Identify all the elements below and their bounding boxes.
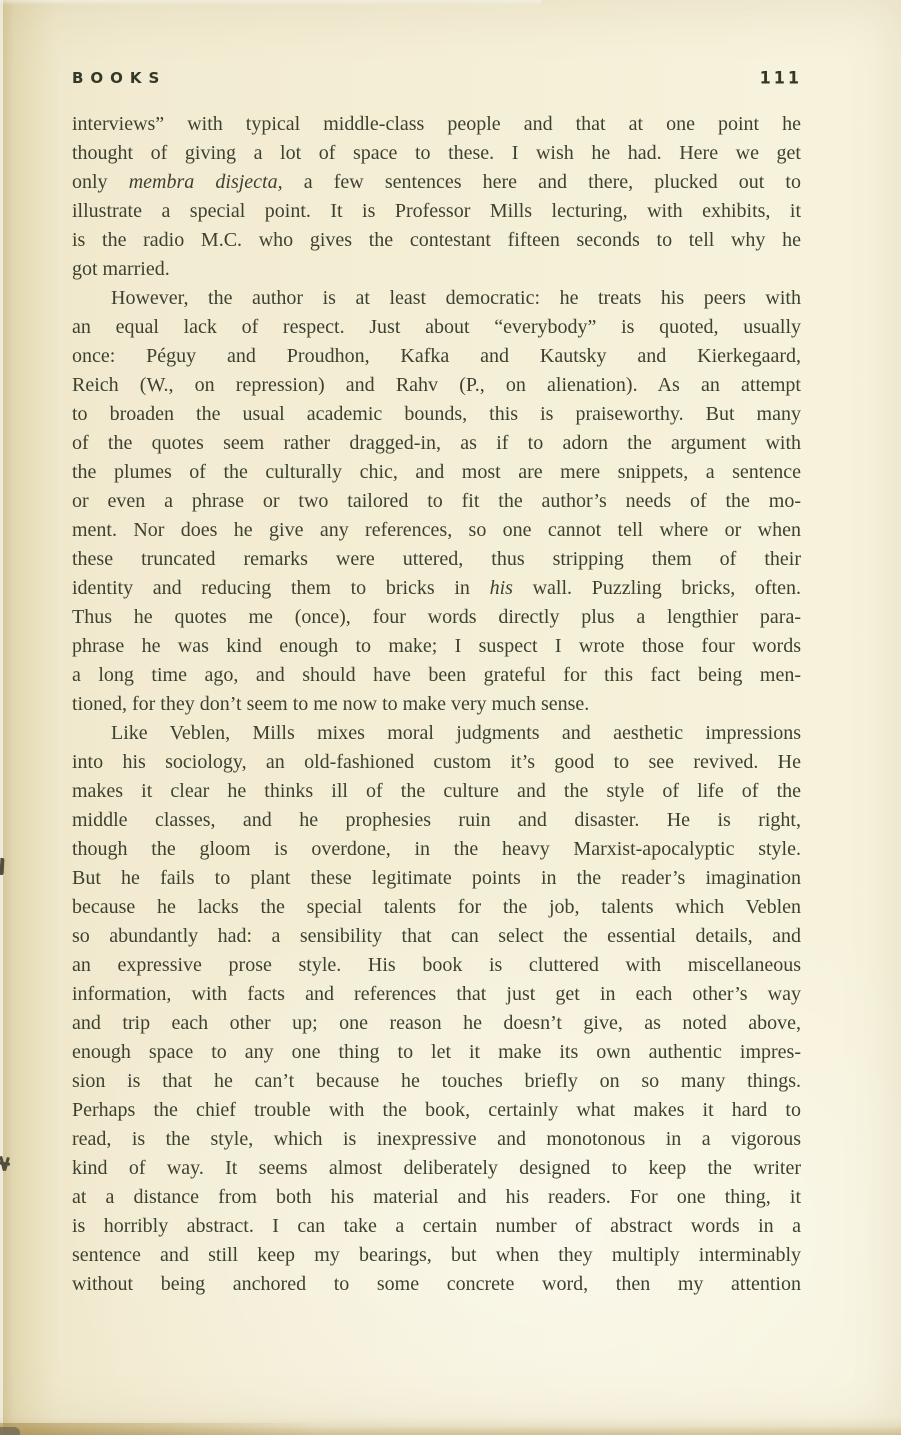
text-line: [72, 1009, 801, 1038]
text-segment: tioned, for they don’t seem to me now to make very much sense.: [72, 693, 590, 715]
text-line: [72, 429, 801, 458]
scan-scribble-mark: [0, 1155, 11, 1173]
text-segment: read, is the style, which is inexpressive and monotonous in a vigorous: [72, 1128, 801, 1150]
paragraph: [72, 719, 801, 1299]
text-segment: Thus he quotes me (once), four words directly plus a lengthier para-: [72, 606, 801, 628]
text-segment: only: [72, 171, 129, 193]
text-segment: is the radio M.C. who gives the contestant fifteen seconds to tell why he: [72, 229, 801, 251]
text-line: [72, 603, 801, 632]
text-line: [72, 487, 801, 516]
text-segment: got married.: [72, 258, 170, 280]
paragraph: [72, 110, 801, 284]
text-segment: an expressive prose style. His book is cluttered with miscellaneous: [72, 954, 801, 976]
text-segment: However, the author is at least democratic: he treats his peers with: [111, 287, 801, 309]
text-segment: identity and reducing them to bricks in: [72, 577, 490, 599]
text-segment: phrase he was kind enough to make; I suspect I wrote those four words: [72, 635, 801, 657]
text-segment: kind of way. It seems almost deliberately designed to keep the writer: [72, 1157, 801, 1179]
text-line: [72, 632, 801, 661]
text-segment: wall. Puzzling bricks, often.: [512, 577, 801, 599]
text-line: [72, 371, 801, 400]
text-segment: the plumes of the culturally chic, and most are mere snippets, a sentence: [72, 461, 801, 483]
text-segment: information, with facts and references that just get in each other’s way: [72, 983, 801, 1005]
page-number: 111: [759, 67, 802, 88]
running-head: [72, 68, 802, 90]
text-line: [72, 719, 801, 748]
scan-tick-mark: [0, 858, 4, 875]
text-line: [72, 516, 801, 545]
scan-gold-bottom-left: [0, 1423, 320, 1435]
text-line: [72, 1067, 801, 1096]
text-line: [72, 110, 801, 139]
text-line: [72, 1183, 801, 1212]
text-line: [72, 864, 801, 893]
text-line: [72, 748, 801, 777]
text-segment: these truncated remarks were uttered, thus stripping them of their: [72, 548, 801, 570]
body-text-block: [72, 110, 801, 1299]
text-segment: Reich (W., on repression) and Rahv (P., on alienation). As an attempt: [72, 374, 801, 396]
paragraph: [72, 284, 801, 719]
text-segment: illustrate a special point. It is Professor Mills lecturing, with exhibits, it: [72, 200, 801, 222]
text-segment: a long time ago, and should have been grateful for this fact being men-: [72, 664, 801, 686]
text-line: [72, 1096, 801, 1125]
text-segment: at a distance from both his material and his readers. For one thing, it: [72, 1186, 801, 1208]
text-line: [72, 951, 801, 980]
text-line: [72, 342, 801, 371]
text-line: [72, 661, 801, 690]
text-line: [72, 574, 801, 603]
text-segment: Perhaps the chief trouble with the book, certainly what makes it hard to: [72, 1099, 801, 1121]
text-line: [72, 168, 801, 197]
text-line: [72, 835, 801, 864]
text-segment: interviews” with typical middle-class people and that at one point he: [72, 113, 801, 135]
text-line: [72, 1212, 801, 1241]
text-line: [72, 777, 801, 806]
text-line: [72, 1125, 801, 1154]
text-line: [72, 806, 801, 835]
text-line: [72, 545, 801, 574]
text-segment: sentence and still keep my bearings, but when they multiply interminably: [72, 1244, 801, 1266]
text-segment: makes it clear he thinks ill of the culture and the style of life of the: [72, 780, 801, 802]
text-line: [72, 139, 801, 168]
text-segment: an equal lack of respect. Just about “everybody” is quoted, usually: [72, 316, 801, 338]
text-segment: a few sentences here and there, plucked out to: [282, 171, 801, 193]
text-line: [72, 1038, 801, 1067]
text-line: [72, 284, 801, 313]
text-segment: sion is that he can’t because he touches briefly on so many things.: [72, 1070, 801, 1092]
text-line: [72, 400, 801, 429]
text-line: [72, 1154, 801, 1183]
text-segment: Like Veblen, Mills mixes moral judgments and aesthetic impressions: [111, 722, 801, 744]
text-line: [72, 980, 801, 1009]
text-segment: and trip each other up; one reason he doesn’t give, as noted above,: [72, 1012, 801, 1034]
text-segment: without being anchored to some concrete word, then my attention: [72, 1273, 801, 1295]
text-line: [72, 893, 801, 922]
text-line: [72, 458, 801, 487]
text-line: [72, 1241, 801, 1270]
text-segment: into his sociology, an old-fashioned custom it’s good to see revived. He: [72, 751, 801, 773]
text-line: [72, 1270, 801, 1299]
text-line: [72, 690, 801, 719]
text-segment: of the quotes seem rather dragged-in, as if to adorn the argument with: [72, 432, 801, 454]
text-segment: But he fails to plant these legitimate points in the reader’s imagination: [72, 867, 801, 889]
text-segment: thought of giving a lot of space to these. I wish he had. Here we get: [72, 142, 801, 164]
text-line: [72, 313, 801, 342]
scan-corner-mark: [0, 1427, 20, 1435]
text-line: [72, 226, 801, 255]
text-segment: enough space to any one thing to let it make its own authentic impres-: [72, 1041, 801, 1063]
text-line: [72, 255, 801, 284]
text-segment: once: Péguy and Proudhon, Kafka and Kautsky and Kierkegaard,: [72, 345, 801, 367]
text-segment: or even a phrase or two tailored to fit the author’s needs of the mo-: [72, 490, 801, 512]
text-segment: is horribly abstract. I can take a certain number of abstract words in a: [72, 1215, 801, 1237]
running-title: BOOKS: [72, 69, 167, 87]
text-segment: so abundantly had: a sensibility that can select the essential details, and: [72, 925, 801, 947]
text-segment: to broaden the usual academic bounds, this is praiseworthy. But many: [72, 403, 801, 425]
italic-text: his: [489, 577, 513, 599]
text-segment: ment. Nor does he give any references, so one cannot tell where or when: [72, 519, 801, 541]
italic-text: membra disjecta,: [128, 171, 283, 193]
text-segment: because he lacks the special talents for the job, talents which Veblen: [72, 896, 801, 918]
text-segment: middle classes, and he prophesies ruin and disaster. He is right,: [72, 809, 801, 831]
text-segment: though the gloom is overdone, in the heavy Marxist-apocalyptic style.: [72, 838, 801, 860]
text-line: [72, 197, 801, 226]
text-line: [72, 922, 801, 951]
scan-edge-left: [0, 0, 3, 1435]
scan-edge-top: [0, 0, 541, 5]
